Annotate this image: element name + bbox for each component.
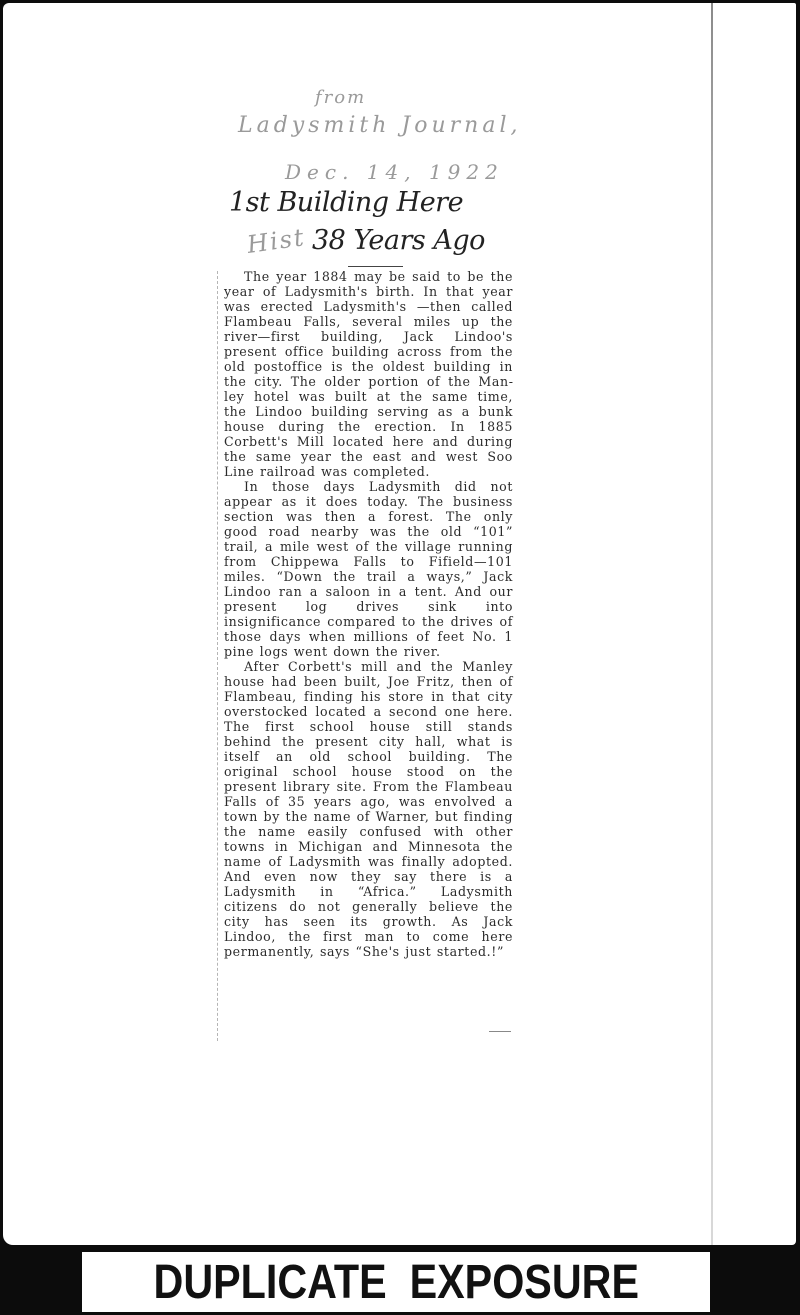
handwritten-margin-mark: Hist [245,223,308,259]
duplicate-exposure-stamp [82,1252,710,1312]
article-body [224,269,513,959]
column-rule [217,271,219,1041]
stamp-label: DUPLICATE EXPOSURE [153,1255,639,1309]
handwritten-note-date: Dec. 14, 1922 [285,160,504,184]
article-paragraph: In those days Ladysmith did not appear as it does today. The business section was then a forest. The only good road nearby was the old “101” trail, a mile west of the village running from Chippewa Falls to Fifield—101 miles. “Down the trail a ways,” Jack Lindoo ran a saloon in a tent. And our present log drives sink into insignificance compared to the drives of those days when millions of feet No. 1 pine logs went down the river. [224,479,513,659]
page-fold-line [711,3,713,1245]
article-paragraph: After Corbett's mill and the Manley house had been built, Joe Fritz, then of Flambeau, finding his store in that city overstocked located a second one here. The first school house still stands behind the present city hall, what is itself an old school building. The original school house stood on the present library site. From the Flambeau Falls of 35 years ago, was envolved a town by the name of Warner, but finding the name easily confused with other towns in Michigan and Minnesota the name of Ladysmith was finally adopted. And even now they say there is a Ladysmith in “Africa.” Ladysmith citizens do not generally believe the city has seen its growth. As Jack Lindoo, the first man to come here permanently, says “She's just started.!” [224,659,513,959]
handwritten-note-line1: from [315,87,367,108]
headline-rule [348,266,403,267]
article-paragraph: The year 1884 may be said to be the year of Ladysmith's birth. In that year was erected Ladysmith's —then called Flambeau Falls, several miles up the river—first building, Jack Lindoo's present office building across from the old postoffice is the oldest building in the city. The older portion of the Manley hotel was built at the same time, the Lindoo building serving as a bunk house during the erection. In 1885 Corbett's Mill located here and during the same year the east and west Soo Line railroad was completed. [224,269,513,479]
article-end-mark [489,1031,511,1032]
document-sheet [3,3,796,1245]
headline-line2: 38 Years Ago [312,225,485,256]
handwritten-note-line2: Ladysmith Journal, [238,113,522,138]
headline-line1: 1st Building Here [229,187,464,218]
